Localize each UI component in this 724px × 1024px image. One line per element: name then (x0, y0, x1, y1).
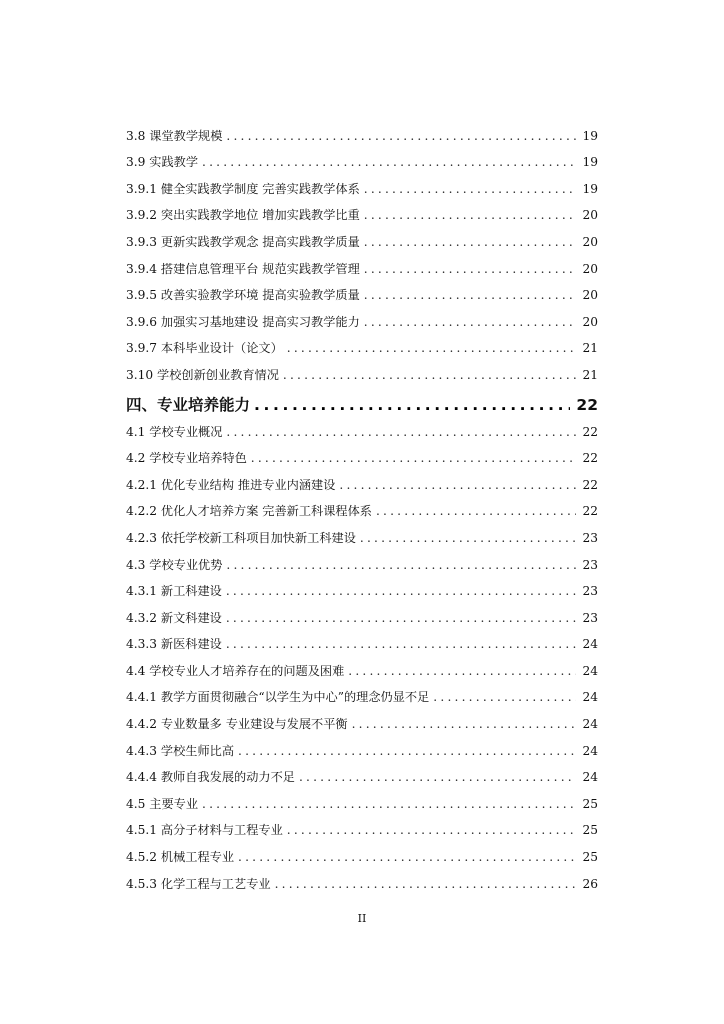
toc-entry-title: 4.4.3 学校生师比高 (126, 743, 235, 758)
toc-entry[interactable] (126, 329, 598, 356)
toc-entry-title: 4.2.3 依托学校新工科项目加快新工科建设 (126, 530, 356, 545)
toc-entry-page: 19 (582, 181, 598, 196)
toc-entry-title: 4.2 学校专业培养特色 (126, 451, 247, 466)
toc-entry-page: 19 (582, 155, 598, 170)
toc-entry-title: 4.5 主要专业 (126, 796, 199, 811)
toc-dot-leader (238, 744, 576, 758)
toc-entry-title: 4.4 学校专业人才培养存在的问题及困难 (126, 663, 345, 678)
toc-dot-leader (339, 478, 576, 492)
toc-entry[interactable] (126, 143, 598, 170)
toc-entry-title: 3.9.5 改善实验教学环境 提高实验教学质量 (126, 288, 360, 303)
toc-dot-leader (251, 451, 577, 465)
toc-entry[interactable] (126, 465, 598, 492)
toc-entry-page: 20 (582, 261, 598, 276)
toc-dot-leader (364, 235, 577, 249)
toc-dot-leader (287, 823, 577, 837)
table-of-contents (126, 116, 598, 891)
toc-entry[interactable] (126, 276, 598, 303)
toc-entry-title: 4.2.1 优化专业结构 推进专业内涵建设 (126, 477, 336, 492)
toc-entry-page: 20 (582, 314, 598, 329)
toc-entry-page: 24 (582, 690, 598, 705)
toc-dot-leader (433, 690, 576, 704)
toc-entry-title: 4.3.2 新文科建设 (126, 610, 222, 625)
toc-entry[interactable] (126, 196, 598, 223)
toc-entry-title: 3.8 课堂教学规模 (126, 128, 223, 143)
toc-dot-leader (275, 877, 577, 891)
toc-entry[interactable] (126, 116, 598, 143)
toc-entry[interactable] (126, 864, 598, 891)
toc-entry-page: 23 (582, 530, 598, 545)
toc-entry-page: 20 (582, 288, 598, 303)
toc-entry-page: 22 (576, 395, 598, 414)
toc-entry-title: 3.9.7 本科毕业设计（论文） (126, 341, 283, 356)
toc-chapter-heading[interactable] (126, 382, 598, 412)
toc-entry-title: 4.3.3 新医科建设 (126, 637, 222, 652)
toc-dot-leader (283, 368, 577, 382)
toc-entry-page: 23 (582, 584, 598, 599)
toc-dot-leader (226, 129, 576, 143)
toc-entry[interactable] (126, 651, 598, 678)
toc-entry-page: 24 (582, 717, 598, 732)
toc-dot-leader (226, 611, 577, 625)
toc-entry-page: 22 (582, 477, 598, 492)
toc-entry-title: 四、专业培养能力 (126, 395, 251, 414)
toc-dot-leader (202, 797, 576, 811)
toc-dot-leader (226, 584, 577, 598)
toc-entry-page: 25 (582, 823, 598, 838)
toc-entry[interactable] (126, 412, 598, 439)
toc-entry-page: 19 (582, 128, 598, 143)
toc-entry-title: 3.10 学校创新创业教育情况 (126, 367, 279, 382)
toc-dot-leader (376, 504, 577, 518)
toc-entry-title: 4.1 学校专业概况 (126, 424, 223, 439)
toc-dot-leader (364, 315, 577, 329)
toc-entry-title: 3.9.6 加强实习基地建设 提高实习教学能力 (126, 314, 360, 329)
toc-entry[interactable] (126, 169, 598, 196)
toc-dot-leader (364, 182, 577, 196)
toc-entry[interactable] (126, 811, 598, 838)
toc-dot-leader (364, 262, 577, 276)
toc-entry-page: 22 (582, 504, 598, 519)
toc-entry-page: 20 (582, 208, 598, 223)
toc-entry-title: 4.5.2 机械工程专业 (126, 850, 235, 865)
toc-entry[interactable] (126, 731, 598, 758)
toc-entry[interactable] (126, 784, 598, 811)
toc-entry[interactable] (126, 678, 598, 705)
toc-entry[interactable] (126, 302, 598, 329)
toc-entry-title: 3.9.1 健全实践教学制度 完善实践教学体系 (126, 181, 360, 196)
toc-dot-leader (226, 558, 576, 572)
toc-entry-page: 21 (582, 367, 598, 382)
toc-entry-page: 24 (582, 637, 598, 652)
toc-entry-page: 22 (582, 424, 598, 439)
toc-dot-leader (299, 770, 577, 784)
toc-entry-page: 23 (582, 557, 598, 572)
toc-dot-leader (238, 850, 576, 864)
toc-entry[interactable] (126, 222, 598, 249)
toc-entry-title: 3.9.4 搭建信息管理平台 规范实践教学管理 (126, 261, 360, 276)
toc-entry[interactable] (126, 704, 598, 731)
toc-entry-title: 4.3.1 新工科建设 (126, 584, 222, 599)
toc-dot-leader (360, 531, 577, 545)
toc-dot-leader (348, 664, 576, 678)
toc-dot-leader (364, 288, 577, 302)
toc-entry-page: 20 (582, 234, 598, 249)
toc-entry-page: 26 (582, 876, 598, 891)
toc-entry-title: 3.9.2 突出实践教学地位 增加实践教学比重 (126, 208, 360, 223)
toc-entry[interactable] (126, 355, 598, 382)
toc-entry-page: 24 (582, 743, 598, 758)
toc-entry[interactable] (126, 545, 598, 572)
toc-entry-title: 4.4.2 专业数量多 专业建设与发展不平衡 (126, 717, 348, 732)
toc-entry-title: 4.4.4 教师自我发展的动力不足 (126, 770, 295, 785)
toc-dot-leader (287, 341, 577, 355)
toc-entry[interactable] (126, 598, 598, 625)
toc-entry[interactable] (126, 758, 598, 785)
toc-entry[interactable] (126, 492, 598, 519)
toc-entry-page: 21 (582, 341, 598, 356)
toc-entry[interactable] (126, 572, 598, 599)
toc-entry-page: 24 (582, 770, 598, 785)
toc-entry-page: 24 (582, 663, 598, 678)
toc-dot-leader (226, 637, 577, 651)
toc-dot-leader (254, 398, 570, 412)
toc-dot-leader (364, 208, 577, 222)
toc-dot-leader (226, 425, 576, 439)
toc-entry[interactable] (126, 837, 598, 864)
toc-entry[interactable] (126, 249, 598, 276)
toc-entry[interactable] (126, 625, 598, 652)
toc-dot-leader (202, 155, 576, 169)
toc-entry-page: 23 (582, 610, 598, 625)
toc-entry-title: 4.5.3 化学工程与工艺专业 (126, 876, 271, 891)
page-number: II (357, 912, 367, 925)
toc-entry-title: 4.2.2 优化人才培养方案 完善新工科课程体系 (126, 504, 372, 519)
toc-entry[interactable] (126, 439, 598, 466)
toc-entry-page: 25 (582, 850, 598, 865)
toc-entry-title: 4.5.1 高分子材料与工程专业 (126, 823, 283, 838)
toc-entry-title: 3.9 实践教学 (126, 155, 199, 170)
toc-dot-leader (352, 717, 577, 731)
toc-entry-page: 25 (582, 796, 598, 811)
toc-entry-title: 4.3 学校专业优势 (126, 557, 223, 572)
toc-entry-page: 22 (582, 451, 598, 466)
toc-entry[interactable] (126, 518, 598, 545)
toc-entry-title: 3.9.3 更新实践教学观念 提高实践教学质量 (126, 234, 360, 249)
toc-entry-title: 4.4.1 教学方面贯彻融合“以学生为中心”的理念仍显不足 (126, 690, 430, 705)
